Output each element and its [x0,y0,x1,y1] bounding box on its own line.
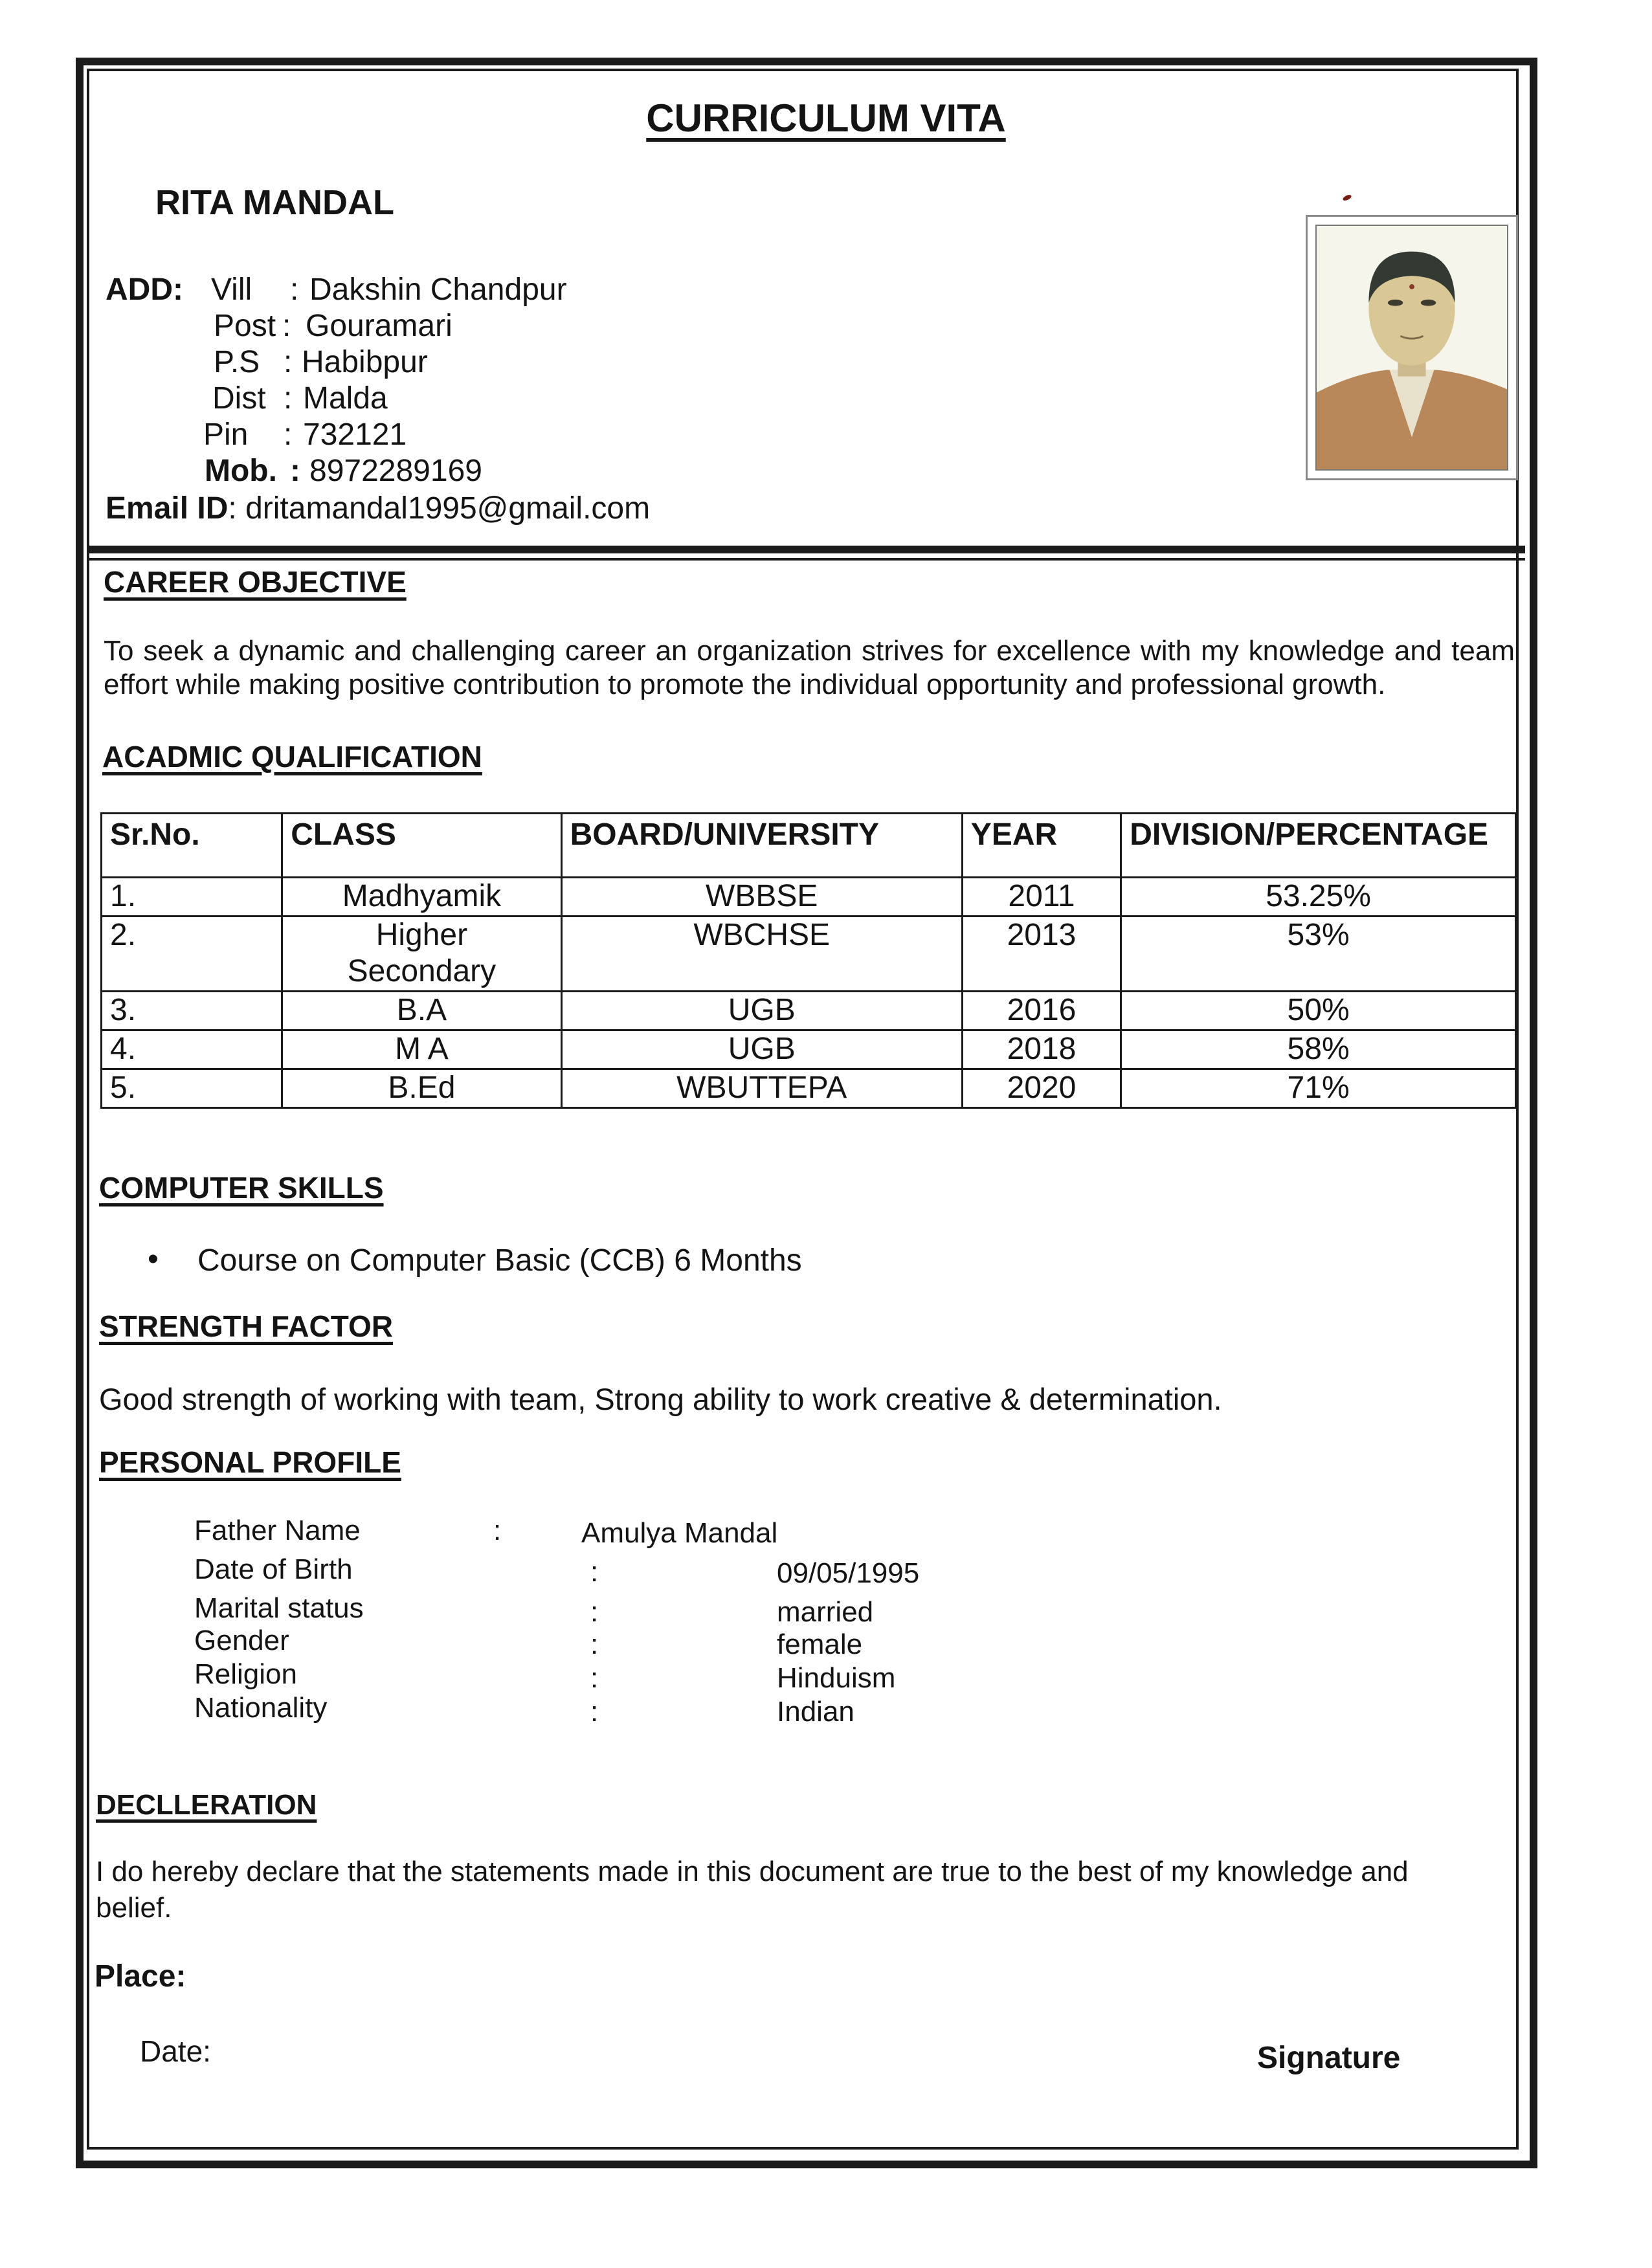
header-divider-thick [87,546,1525,553]
computer-skills-heading: COMPUTER SKILLS [99,1171,384,1205]
cell-percent: 53% [1121,917,1516,992]
cell-sr: 5. [102,1069,282,1108]
profile-value-nationality: Indian [777,1696,854,1728]
page-border-inner [87,69,1519,2150]
profile-photo [1315,225,1508,471]
profile-label-gender: Gender [194,1625,289,1656]
cell-percent: 58% [1121,1030,1516,1069]
signature-label: Signature [1257,2041,1401,2075]
personal-profile-heading: PERSONAL PROFILE [99,1445,401,1479]
address-sep: : [290,454,300,488]
address-value-post: Gouramari [306,309,452,343]
profile-sep: : [590,1696,599,1728]
cell-class: M A [282,1030,561,1069]
address-key-vill: Vill [211,272,252,307]
cell-board: WBUTTEPA [561,1069,962,1108]
person-portrait-icon [1317,226,1507,469]
profile-label-dob: Date of Birth [194,1553,353,1585]
address-sep: : [282,309,291,343]
profile-value-religion: Hinduism [777,1662,896,1694]
profile-value-father: Amulya Mandal [581,1517,778,1549]
email-label: Email ID [106,491,229,526]
cell-year: 2018 [962,1030,1121,1069]
address-key-dist: Dist [212,381,266,416]
cell-board: WBCHSE [561,917,962,992]
profile-label-religion: Religion [194,1658,297,1690]
place-label: Place: [95,1959,186,1994]
cell-class: Higher Secondary [282,917,561,992]
document-title-text: CURRICULUM VITA [646,96,1006,140]
profile-sep: : [590,1556,599,1588]
address-key-mob: Mob. [205,454,277,488]
date-label: Date: [140,2034,211,2068]
cell-year: 2011 [962,878,1121,917]
declaration-heading: DECLLERATION [96,1789,317,1821]
address-value-vill: Dakshin Chandpur [309,272,567,307]
profile-label-nationality: Nationality [194,1692,328,1724]
table-header-row [102,814,1516,878]
cell-year: 2013 [962,917,1121,992]
candidate-name: RITA MANDAL [155,183,394,222]
academic-heading: ACADMIC QUALIFICATION [102,740,482,773]
cell-sr: 1. [102,878,282,917]
career-objective-heading: CAREER OBJECTIVE [104,565,407,599]
table-row [102,992,1516,1030]
header-divider-thin [87,558,1525,561]
strength-heading: STRENGTH FACTOR [99,1309,394,1343]
photo-frame [1306,215,1518,480]
address-key-post: Post [214,309,276,343]
email-row [106,491,650,526]
address-value-pin: 732121 [303,417,407,452]
profile-sep: : [590,1629,599,1660]
column-header: BOARD/UNIVERSITY [561,814,962,878]
column-header: CLASS [282,814,561,878]
profile-label-marital: Marital status [194,1592,364,1624]
profile-value-marital: married [777,1596,874,1628]
profile-sep: : [590,1662,599,1694]
cell-class: Madhyamik [282,878,561,917]
column-header: Sr.No. [102,814,282,878]
address-value-dist: Malda [303,381,388,416]
table-row [102,1030,1516,1069]
bullet-icon: • [148,1242,159,1276]
address-value-mob: 8972289169 [309,454,482,488]
profile-sep: : [493,1515,502,1546]
skill-item: Course on Computer Basic (CCB) 6 Months [197,1243,802,1278]
cell-board: WBBSE [561,878,962,917]
address-label: ADD: [106,272,183,307]
cell-board: UGB [561,1030,962,1069]
academic-table [100,812,1517,1109]
strength-text: Good strength of working with team, Strong ability to work creative & determination. [99,1382,1222,1416]
cell-sr: 4. [102,1030,282,1069]
address-key-pin: Pin [203,417,249,452]
cell-sr: 2. [102,917,282,992]
address-sep: : [284,345,293,379]
email-value: : dritamandal1995@gmail.com [228,491,651,526]
profile-value-gender: female [777,1629,863,1660]
cell-sr: 3. [102,992,282,1030]
cell-year: 2016 [962,992,1121,1030]
address-sep: : [284,417,293,452]
profile-value-dob: 09/05/1995 [777,1557,920,1589]
cell-class: B.Ed [282,1069,561,1108]
cell-year: 2020 [962,1069,1121,1108]
column-header: DIVISION/PERCENTAGE [1121,814,1516,878]
declaration-text: I do hereby declare that the statements made in this document are true to the best of my knowledge and belief. [96,1856,1409,1924]
address-key-ps: P.S [214,345,260,379]
cell-percent: 53.25% [1121,878,1516,917]
cell-percent: 71% [1121,1069,1516,1108]
document-title [0,96,1652,140]
profile-label-father: Father Name [194,1515,361,1546]
column-header: YEAR [962,814,1121,878]
address-sep: : [290,272,299,307]
table-row [102,878,1516,917]
profile-sep: : [590,1596,599,1628]
cell-class: B.A [282,992,561,1030]
address-value-ps: Habibpur [302,345,428,379]
cell-board: UGB [561,992,962,1030]
cell-percent: 50% [1121,992,1516,1030]
table-row [102,1069,1516,1108]
address-sep: : [284,381,293,416]
career-objective-text: To seek a dynamic and challenging career an organization strives for excellence with my knowledge and team effort while making positive contribution to promote the individual opportunity and professional growth. [104,635,1515,700]
table-row [102,917,1516,992]
